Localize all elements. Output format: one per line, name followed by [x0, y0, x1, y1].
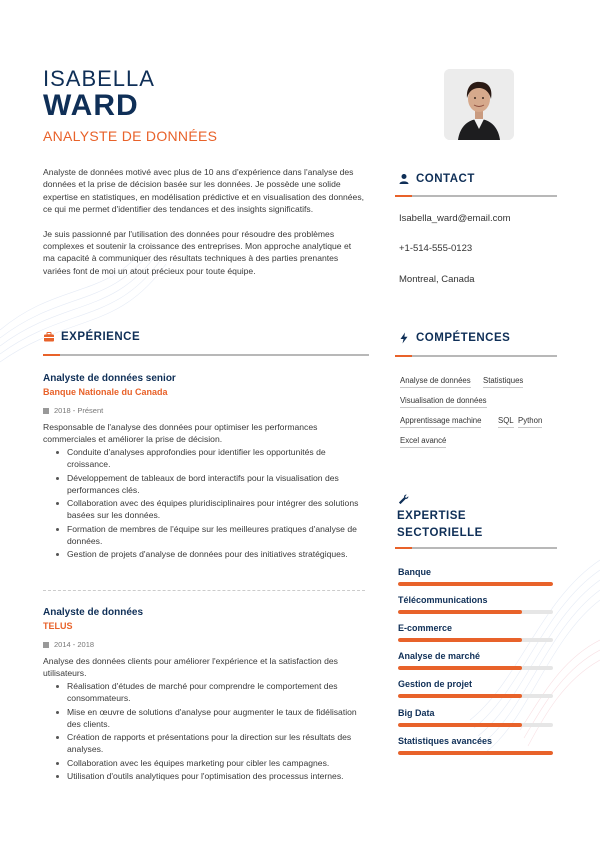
- experience-dates-text: 2014 - 2018: [54, 640, 95, 649]
- expertise-bar: [398, 751, 553, 755]
- last-name: WARD: [43, 89, 139, 122]
- expertise-bar-fill: [398, 723, 522, 727]
- experience-bullet: Création de rapports et présentations pour la direction sur les résultats des analyses.: [43, 731, 370, 755]
- expertise-bar-fill: [398, 751, 553, 755]
- contact-header: [398, 173, 475, 185]
- summary-paragraph: Je suis passionné par l'utilisation des données pour résoudre des problèmes complexes et soutenir la croissance des entreprises. Mon approche analytique et ma capacité à communiquer des résultats techniques à des parties prenantes variées font de moi un atout précieux pour toute équipe.: [43, 228, 352, 276]
- skill-tag: Excel avancé: [400, 436, 446, 448]
- expertise-bar-fill: [398, 582, 553, 586]
- expertise-bar: [398, 638, 553, 642]
- briefcase-icon: [43, 331, 55, 343]
- expertise-bar-fill: [398, 694, 522, 698]
- experience-company: Banque Nationale du Canada: [43, 387, 168, 397]
- experience-description: Responsable de l'analyse des données pour optimiser les performances commerciales et améliorer la prise de décision.: [43, 422, 318, 444]
- expertise-bar-fill: [398, 666, 522, 670]
- experience-header: [43, 331, 140, 343]
- skill-tag: Analyse de données: [400, 376, 471, 388]
- skill-tag: Apprentissage machine: [400, 416, 481, 428]
- summary-paragraph: Analyste de données motivé avec plus de 10 ans d'expérience dans l'analyse des données et la prise de décision basée sur les données. Je possède une solide expertise en statistiques, en modélisation prédictive et en visualisation des données, ce qui me permet d'identifier des tendances et des insights significatifs.: [43, 167, 365, 215]
- experience-bullet: Collaboration avec les équipes marketing pour cibler les campagnes.: [43, 757, 370, 769]
- user-icon: [398, 173, 410, 185]
- experience-bullet: Mise en œuvre de solutions d'analyse pour augmenter le taux de fidélisation des clients.: [43, 706, 370, 730]
- skills-title: COMPÉTENCES: [416, 332, 511, 344]
- expertise-bar: [398, 666, 553, 670]
- experience-divider: [43, 590, 365, 591]
- job-title: ANALYSTE DE DONNÉES: [43, 128, 218, 144]
- expertise-title-line: SECTORIELLE: [397, 527, 483, 539]
- wrench-icon: [398, 494, 409, 505]
- experience-role: Analyste de données senior: [43, 373, 176, 384]
- experience-bullet: Utilisation d'outils analytiques pour l'optimisation des processus internes.: [43, 770, 370, 782]
- contact-email[interactable]: Isabella_ward@email.com: [399, 213, 511, 224]
- expertise-label: Télécommunications: [398, 595, 488, 605]
- experience-bullet: Gestion de projets d'analyse de données pour des initiatives stratégiques.: [43, 548, 370, 560]
- skills-header: [398, 332, 510, 344]
- experience-bullet: Développement de tableaux de bord interactifs pour la visualisation des performances clés.: [43, 472, 370, 496]
- experience-rule: [43, 354, 369, 356]
- expertise-bar: [398, 694, 553, 698]
- expertise-title: [397, 508, 483, 542]
- expertise-bar-fill: [398, 610, 522, 614]
- experience-dates: [43, 406, 370, 415]
- experience-bullet: Collaboration avec des équipes pluridisciplinaires pour intégrer des solutions basées sur les données.: [43, 497, 370, 521]
- expertise-label: E-commerce: [398, 623, 453, 633]
- skill-tag: Python: [518, 416, 542, 428]
- calendar-icon: [43, 642, 49, 648]
- expertise-bar: [398, 723, 553, 727]
- profile-photo: [444, 69, 514, 140]
- experience-entry: [43, 607, 370, 784]
- experience-entry: [43, 373, 370, 562]
- experience-role: Analyste de données: [43, 607, 144, 618]
- lightning-icon: [398, 332, 410, 344]
- experience-bullet: Conduite d'analyses approfondies pour identifier les opportunités de croissance.: [43, 446, 370, 470]
- expertise-bar: [398, 610, 553, 614]
- contact-rule: [395, 195, 557, 197]
- experience-dates-text: 2018 - Présent: [54, 406, 104, 415]
- experience-bullet: Formation de membres de l'équipe sur les meilleures pratiques d'analyse de données.: [43, 523, 370, 547]
- expertise-bar-fill: [398, 638, 522, 642]
- expertise-label: Statistiques avancées: [398, 736, 493, 746]
- expertise-label: Big Data: [398, 708, 435, 718]
- expertise-rule: [395, 547, 557, 549]
- skill-tag: Visualisation de données: [400, 396, 487, 408]
- experience-dates: [43, 640, 370, 649]
- expertise-label: Analyse de marché: [398, 651, 481, 661]
- skill-tag: Statistiques: [483, 376, 523, 388]
- expertise-label: Banque: [398, 567, 432, 577]
- contact-phone[interactable]: +1-514-555-0123: [399, 243, 473, 254]
- experience-bullets: [43, 446, 370, 560]
- experience-bullet: Réalisation d'études de marché pour comprendre le comportement des consommateurs.: [43, 680, 370, 704]
- experience-bullets: [43, 680, 370, 782]
- experience-company: TELUS: [43, 621, 73, 631]
- expertise-label: Gestion de projet: [398, 679, 473, 689]
- skills-rule: [395, 355, 557, 357]
- skill-tag: SQL: [498, 416, 514, 428]
- experience-description: Analyse des données clients pour améliorer l'expérience et la satisfaction des utilisateurs.: [43, 656, 338, 678]
- contact-location: Montreal, Canada: [399, 274, 475, 285]
- profile-summary: [43, 166, 365, 277]
- experience-title: EXPÉRIENCE: [61, 331, 141, 343]
- contact-title: CONTACT: [416, 173, 475, 185]
- expertise-bar: [398, 582, 553, 586]
- calendar-icon: [43, 408, 49, 414]
- first-name: ISABELLA: [43, 66, 155, 91]
- expertise-title-line: EXPERTISE: [397, 510, 467, 522]
